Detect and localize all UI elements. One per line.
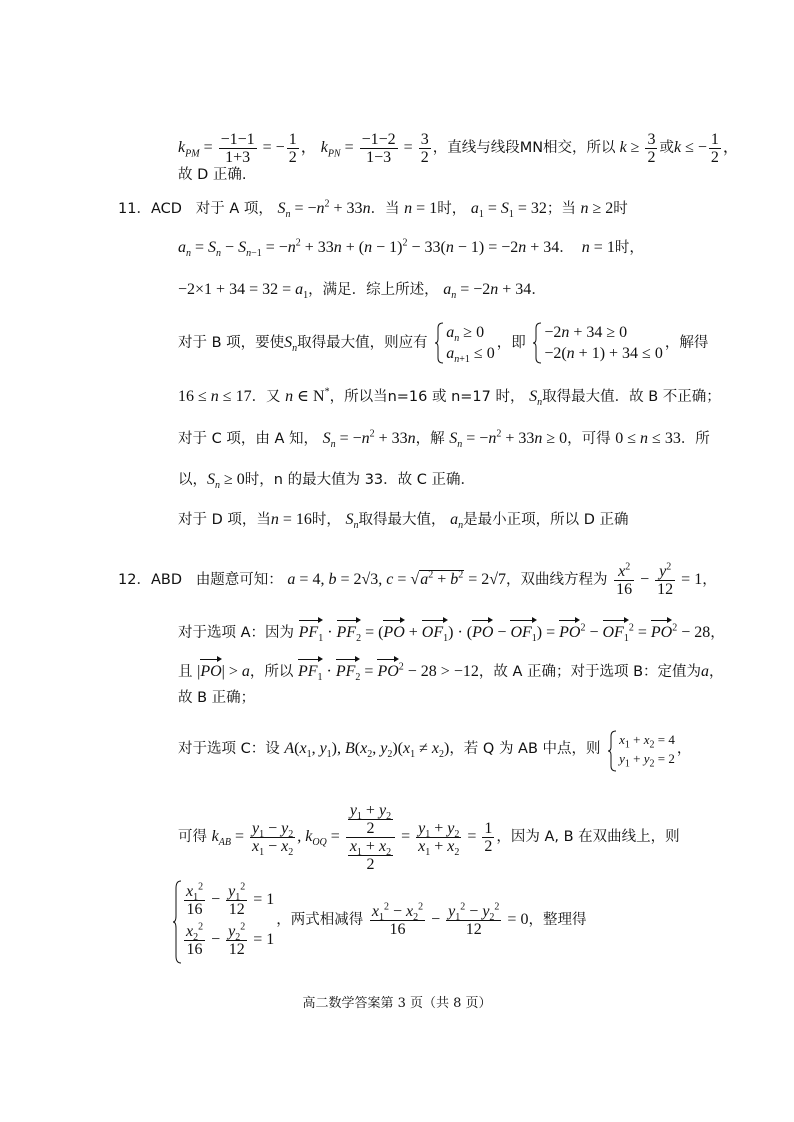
solution-11-row-5: 16 ≤ n ≤ 17．又 n ∈ N*，所以当n=16 或 n=17 时， $S_n$取得最大值．故 B 不正确； xyxy=(178,386,721,409)
solution-11-row-3: $-2\times 1 + 34 = 32 = a_1$，满足．综上所述， $a_n = -2n + 34$． xyxy=(178,281,546,302)
solution-12-row-5: 对于选项 C：设 $A(x_1$, $y_1$), $B(x_2$, $y_2)(x_1 \ne x_2)$，若 Q 为 AB 中点，则 $x_1 + x_2 = 4$ $y_1 + y_2 = 2$ ， xyxy=(178,730,691,768)
system-n: −2n + 34 ≥ 0 −2(n + 1) + 34 ≤ 0 xyxy=(532,322,663,364)
midpoint-system: $x_1 + x_2 = 4$ $y_1 + y_2 = 2$ xyxy=(607,730,675,768)
brace-icon xyxy=(434,322,444,364)
solution-11-row-2: $a_n = S_n - S_{n-1} = -n^2 + 33n + (n - 1)^2 - 33(n - 1) = -2n + 34$． n = 1时， xyxy=(178,237,644,260)
solution-12-row-4: 故 B 正确； xyxy=(178,690,256,706)
solution-12-row-6: 可得 $k_{AB}$ = $\frac{y_1 - y_2}{x_1 - x_2}$ , $k_{OQ}$ = $\frac{\frac{y_1 + y_2}{2}}{\frac{x_1 + x_2}{2}}$ = $\frac{y_1 + y_2}{x_1 + x_2}$ = $\frac{1}{2}$ ，因为 A, B 在双曲线上，则 xyxy=(178,802,680,873)
solution-12-row-7: $\frac{x_1^2}{16}$ − $\frac{y_1^2}{12}$ = 1 $\frac{x_2^2}{16}$ − $\frac{y_2^2}{12}$ = 1 ，两式相减得 $\frac{x_1^2 - x_2^2}{16}$ − $\frac{y_1^2 - y_2^2}{12}$ = 0，整理得 xyxy=(170,880,586,960)
solution-10-conclusion: 故 D 正确. xyxy=(178,167,247,183)
brace-icon xyxy=(607,730,617,772)
brace-icon xyxy=(172,880,182,964)
question-11-label: 11．ACD xyxy=(118,201,182,217)
solution-11-row-6: 对于 C 项，由 A 知， $S_n = -n^2 + 33n$，解 $S_n = -n^2 + 33n \ge 0$，可得 0 ≤ n ≤ 33．所 xyxy=(178,428,710,451)
solution-11-row-7: 以，$S_n \ge 0$时，n 的最大值为 33．故 C 正确． xyxy=(178,471,475,492)
page-footer: 高二数学答案第 3 页（共 8 页） xyxy=(302,996,492,1011)
system-an: $a_n \ge 0$ $a_{n+1} \le 0$ xyxy=(434,322,494,364)
brace-icon xyxy=(532,322,542,364)
solution-11-row-1: 11．ACD 对于 A 项， $S_n = -n^2 + 33n$．当 n = 1时， $a_1 = S_1 = 32$；当 n ≥ 2时 xyxy=(118,198,628,221)
slope-line: $k_{PM}$ = $\frac{-1-1}{1+3}$ = − $\frac{1}{2}$ ， $k_{PN}$ = $\frac{-1-2}{1-3}$ = $\frac{3}{2}$ ，直线与线段MN相交，所以 k ≥ $\frac{3}{2}$ 或k ≤ − $\frac{1}{2}$ ， xyxy=(178,131,739,166)
solution-11-row-4: 对于 B 项，要使$S_n$取得最大值，则应有 $a_n \ge 0$ $a_{n+1} \le 0$ ，即 −2n + 34 ≥ 0 −2(n + 1) + 34 ≤ 0 ，解得 xyxy=(178,324,709,366)
question-12-label: 12．ABD xyxy=(118,572,182,589)
solution-12-row-1: 12．ABD 由题意可知： a = 4, b = 2√3, $c = √a^2 + b^2 = 2√7$，双曲线方程为 $\frac{x^2}{16}$ − $\frac{y^2}{12}$ = 1， xyxy=(118,561,717,598)
solution-12-row-3: 且 |PO| > a，所以 $PF_1 \cdot PF_2 = PO^2 - 28 > -12$，故 A 正确；对于选项 B：定值为a， xyxy=(178,657,724,682)
solution-12-row-2: 对于选项 A：因为 $PF_1 \cdot PF_2 = (PO + OF_1) \cdot (PO - OF_1) = PO^2 - OF_1^2 = PO^2 - 28$， xyxy=(178,618,725,643)
hyperbola-system: $\frac{x_1^2}{16}$ − $\frac{y_1^2}{12}$ = 1 $\frac{x_2^2}{16}$ − $\frac{y_2^2}{12}$ = 1 xyxy=(172,880,274,960)
solution-11-row-8: 对于 D 项，当n = 16时， $S_n$取得最大值， $a_n$是最小正项，所以 D 正确 xyxy=(178,511,629,532)
